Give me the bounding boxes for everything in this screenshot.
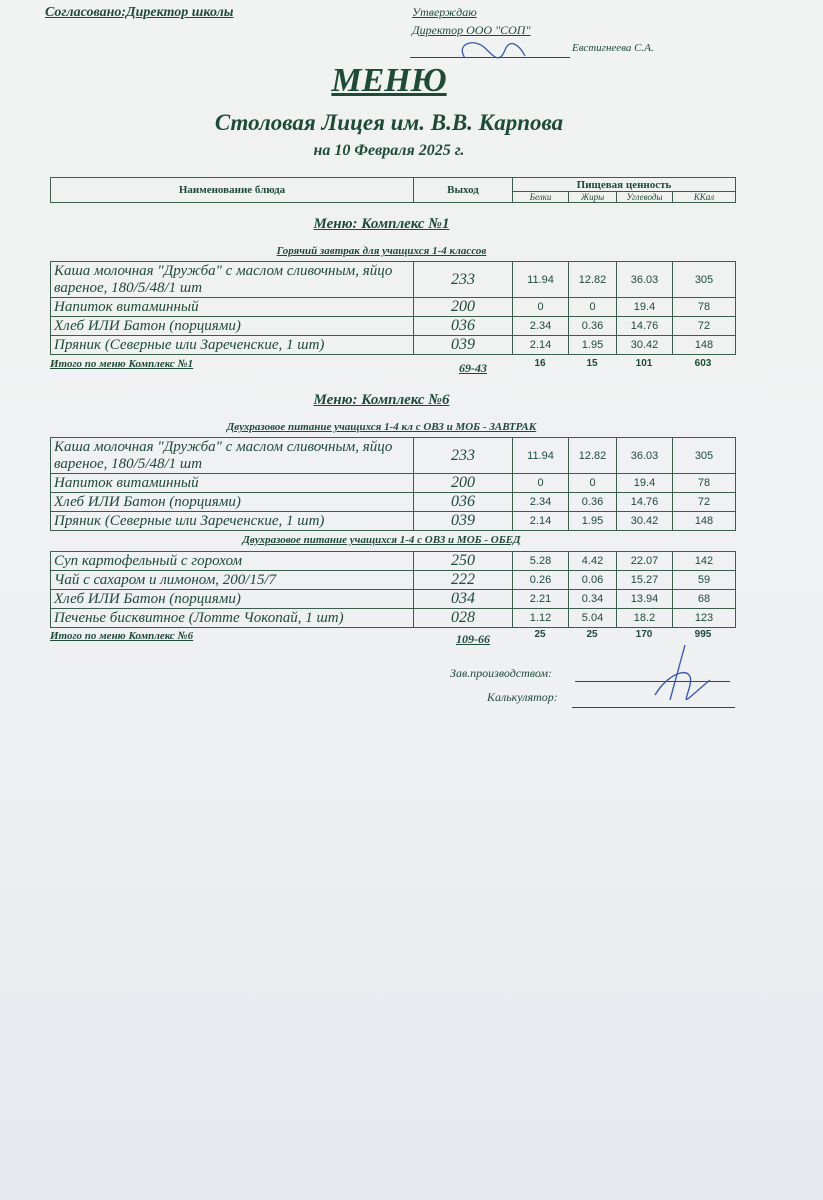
col-name: Наименование блюда (51, 178, 414, 203)
total-output: 109-66 (456, 632, 490, 646)
kcal: 68 (673, 590, 736, 609)
fat: 0.34 (569, 590, 617, 609)
protein: 2.34 (513, 493, 569, 512)
fat: 0.06 (569, 571, 617, 590)
fat: 12.82 (569, 438, 617, 474)
total-f: 25 (586, 629, 598, 640)
director-name: Евстигнеева С.А. (572, 42, 654, 54)
protein: 2.14 (513, 512, 569, 531)
protein: 11.94 (513, 262, 569, 298)
protein: 5.28 (513, 552, 569, 571)
fat: 0.36 (569, 317, 617, 336)
complex6-breakfast-section: Двухразовое питание учащихся 1-4 кл с ОВЗ и МОБ - ЗАВТРАК (226, 421, 537, 433)
table-row (51, 609, 736, 628)
subtitle: Столовая Лицея им. В.В. Карпова (214, 110, 564, 135)
total-output: 69-43 (459, 361, 487, 375)
carbs: 18.2 (617, 609, 673, 628)
carbs: 30.42 (617, 512, 673, 531)
table-row (51, 474, 736, 493)
fat: 4.42 (569, 552, 617, 571)
col-protein: Белки (513, 192, 569, 203)
col-output: Выход (414, 178, 513, 203)
dish-output: 028 (414, 609, 513, 628)
complex1-title: Меню: Комплекс №1 (313, 216, 450, 232)
kcal: 72 (673, 317, 736, 336)
dish-output: 034 (414, 590, 513, 609)
table-row (51, 438, 736, 474)
dish-name: Хлеб ИЛИ Батон (порциями) (51, 317, 414, 336)
dish-name: Каша молочная "Дружба" с маслом сливочным, яйцо вареное, 180/5/48/1 шт (51, 438, 414, 474)
dish-output: 039 (414, 512, 513, 531)
carbs: 14.76 (617, 317, 673, 336)
table-row (51, 512, 736, 531)
dish-output: 036 (414, 317, 513, 336)
table-row (51, 262, 736, 298)
dish-output: 233 (414, 262, 513, 298)
dish-output: 200 (414, 474, 513, 493)
protein: 0 (513, 474, 569, 493)
carbs: 22.07 (617, 552, 673, 571)
dish-name: Пряник (Северные или Зареченские, 1 шт) (51, 336, 414, 355)
fat: 12.82 (569, 262, 617, 298)
table-row (51, 336, 736, 355)
dish-name: Чай с сахаром и лимоном, 200/15/7 (51, 571, 414, 590)
protein: 1.12 (513, 609, 569, 628)
complex6-total-label: Итого по меню Комплекс №6 (50, 630, 194, 642)
approve-director: Директор ООО "СОП" (412, 23, 531, 37)
complex1-total-label: Итого по меню Комплекс №1 (50, 358, 194, 370)
fat: 0 (569, 474, 617, 493)
dish-output: 036 (414, 493, 513, 512)
production-label: Зав.производством: (450, 666, 553, 680)
col-kcal: ККал (673, 192, 736, 203)
fat: 1.95 (569, 336, 617, 355)
complex6-title: Меню: Комплекс №6 (313, 392, 450, 408)
date: на 10 Февраля 2025 г. (313, 142, 465, 159)
total-p: 16 (534, 358, 546, 369)
dish-name: Хлеб ИЛИ Батон (порциями) (51, 493, 414, 512)
fat: 0 (569, 298, 617, 317)
dish-name: Пряник (Северные или Зареченские, 1 шт) (51, 512, 414, 531)
protein: 2.14 (513, 336, 569, 355)
protein: 0.26 (513, 571, 569, 590)
table-row (51, 493, 736, 512)
carbs: 13.94 (617, 590, 673, 609)
dish-name: Печенье бисквитное (Лотте Чокопай, 1 шт) (51, 609, 414, 628)
carbs: 14.76 (617, 493, 673, 512)
total-c: 101 (635, 358, 653, 369)
fat: 1.95 (569, 512, 617, 531)
kcal: 78 (673, 298, 736, 317)
kcal: 78 (673, 474, 736, 493)
total-p: 25 (534, 629, 546, 640)
kcal: 305 (673, 438, 736, 474)
fat: 0.36 (569, 493, 617, 512)
kcal: 142 (673, 552, 736, 571)
total-c: 170 (635, 629, 653, 640)
kcal: 148 (673, 512, 736, 531)
col-nutrition: Пищевая ценность (513, 178, 736, 192)
col-fat: Жиры (569, 192, 617, 203)
kcal: 305 (673, 262, 736, 298)
dish-output: 039 (414, 336, 513, 355)
calculator-label: Калькулятор: (487, 690, 558, 704)
total-k: 995 (694, 629, 712, 640)
dish-output: 250 (414, 552, 513, 571)
dish-name: Хлеб ИЛИ Батон (порциями) (51, 590, 414, 609)
calculator-signature (640, 640, 730, 710)
table-row (51, 317, 736, 336)
kcal: 72 (673, 493, 736, 512)
complex6-breakfast-table (50, 437, 736, 531)
header-table (50, 177, 736, 203)
dish-name: Напиток витаминный (51, 298, 414, 317)
col-carbs: Углеводы (617, 192, 673, 203)
complex6-lunch-section: Двухразовое питание учащихся 1-4 с ОВЗ и МОБ - ОБЕД (242, 534, 521, 546)
table-row (51, 571, 736, 590)
table-row (51, 298, 736, 317)
approved-left: Согласовано:Директор школы (45, 5, 234, 20)
fat: 5.04 (569, 609, 617, 628)
total-k: 603 (694, 358, 712, 369)
dish-output: 200 (414, 298, 513, 317)
carbs: 36.03 (617, 262, 673, 298)
dish-name: Напиток витаминный (51, 474, 414, 493)
kcal: 59 (673, 571, 736, 590)
kcal: 148 (673, 336, 736, 355)
approve-label: Утверждаю (412, 5, 477, 19)
complex1-section: Горячий завтрак для учащихся 1-4 классов (276, 245, 487, 257)
dish-name: Каша молочная "Дружба" с маслом сливочным, яйцо вареное, 180/5/48/1 шт (51, 262, 414, 298)
complex6-lunch-table (50, 551, 736, 628)
dish-name: Суп картофельный с горохом (51, 552, 414, 571)
protein: 2.34 (513, 317, 569, 336)
protein: 11.94 (513, 438, 569, 474)
carbs: 19.4 (617, 474, 673, 493)
carbs: 15.27 (617, 571, 673, 590)
carbs: 36.03 (617, 438, 673, 474)
protein: 0 (513, 298, 569, 317)
complex1-table (50, 261, 736, 355)
kcal: 123 (673, 609, 736, 628)
carbs: 19.4 (617, 298, 673, 317)
dish-output: 233 (414, 438, 513, 474)
total-f: 15 (586, 358, 598, 369)
protein: 2.21 (513, 590, 569, 609)
table-row (51, 552, 736, 571)
dish-output: 222 (414, 571, 513, 590)
page-title: МЕНЮ (331, 62, 447, 99)
table-row (51, 590, 736, 609)
carbs: 30.42 (617, 336, 673, 355)
